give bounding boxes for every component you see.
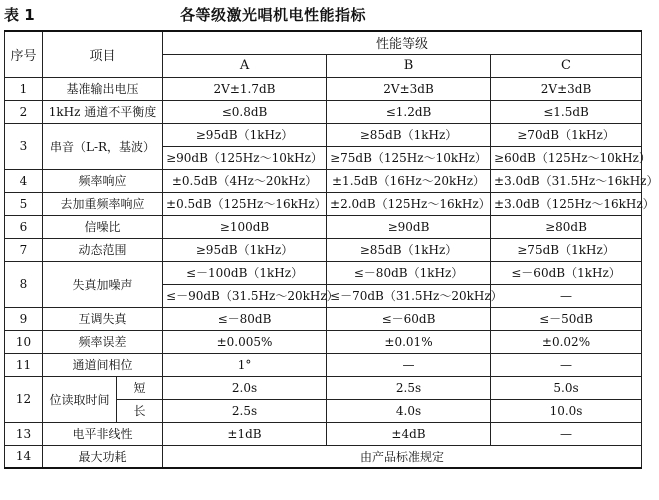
row-seq: 6 xyxy=(5,215,43,238)
table-row xyxy=(5,376,642,399)
cell-grade-a: ≥95dB（1kHz） xyxy=(163,238,327,261)
cell-grade-c: ≤－50dB xyxy=(491,307,642,330)
cell-grade-c: ≥75dB（1kHz） xyxy=(491,238,642,261)
cell-grade-c: — xyxy=(491,353,642,376)
cell-grade-b: ±2.0dB（125Hz～16kHz） xyxy=(327,192,491,215)
cell-grade-a: 2.0s xyxy=(163,376,327,399)
cell-grade-a: 2V±1.7dB xyxy=(163,77,327,100)
cell-grade-a: ±1dB xyxy=(163,422,327,445)
table-row xyxy=(5,238,642,261)
header-row-1 xyxy=(5,31,642,54)
cell-grade-all: 由产品标准规定 xyxy=(163,445,642,468)
table-title: 各等级激光唱机电性能指标 xyxy=(180,6,367,24)
cell-grade-b: 4.0s xyxy=(327,399,491,422)
row-seq: 12 xyxy=(5,376,43,422)
cell-grade-b: 2.5s xyxy=(327,376,491,399)
cell-grade-c: ≥80dB xyxy=(491,215,642,238)
cell-grade-c: 5.0s xyxy=(491,376,642,399)
cell-grade-a: ≥95dB（1kHz） xyxy=(163,123,327,146)
row-item: 电平非线性 xyxy=(43,422,163,445)
cell-grade-a: ≤0.8dB xyxy=(163,100,327,123)
row-seq: 4 xyxy=(5,169,43,192)
row-item: 互调失真 xyxy=(43,307,163,330)
cell-grade-b: ±4dB xyxy=(327,422,491,445)
cell-grade-a: ≤－90dB（31.5Hz～20kHz） xyxy=(163,284,327,307)
table-row xyxy=(5,192,642,215)
table-row xyxy=(5,123,642,146)
row-seq: 14 xyxy=(5,445,43,468)
row-item: 失真加噪声 xyxy=(43,261,163,307)
cell-grade-c: 10.0s xyxy=(491,399,642,422)
header-grade-b: B xyxy=(327,54,491,77)
table-row xyxy=(5,261,642,284)
cell-grade-b: ≥90dB xyxy=(327,215,491,238)
row-seq: 3 xyxy=(5,123,43,169)
row-item: 去加重频率响应 xyxy=(43,192,163,215)
row-seq: 7 xyxy=(5,238,43,261)
spec-table xyxy=(4,30,659,469)
cell-grade-c: 2V±3dB xyxy=(491,77,642,100)
table-row xyxy=(5,215,642,238)
cell-grade-c: — xyxy=(491,422,642,445)
row-seq: 13 xyxy=(5,422,43,445)
table-row xyxy=(5,100,642,123)
cell-grade-b: ≤1.2dB xyxy=(327,100,491,123)
cell-grade-b: ≥85dB（1kHz） xyxy=(327,123,491,146)
cell-grade-c: ≤－60dB（1kHz） xyxy=(491,261,642,284)
cell-grade-a: ≤－80dB xyxy=(163,307,327,330)
row-subitem-long: 长 xyxy=(117,399,163,422)
cell-grade-c: — xyxy=(491,284,642,307)
table-row xyxy=(5,422,642,445)
row-seq: 5 xyxy=(5,192,43,215)
cell-grade-b: ≤－70dB（31.5Hz～20kHz） xyxy=(327,284,491,307)
row-item: 信噪比 xyxy=(43,215,163,238)
cell-grade-b: — xyxy=(327,353,491,376)
cell-grade-b: ≥75dB（125Hz～10kHz） xyxy=(327,146,491,169)
row-item: 最大功耗 xyxy=(43,445,163,468)
header-grade-a: A xyxy=(163,54,327,77)
row-item: 串音（L-R，基波） xyxy=(43,123,163,169)
table-row xyxy=(5,307,642,330)
row-seq: 2 xyxy=(5,100,43,123)
table-row xyxy=(5,77,642,100)
cell-grade-a: ≤－100dB（1kHz） xyxy=(163,261,327,284)
cell-grade-a: ≥90dB（125Hz～10kHz） xyxy=(163,146,327,169)
row-seq: 9 xyxy=(5,307,43,330)
cell-grade-a: ±0.5dB（4Hz～20kHz） xyxy=(163,169,327,192)
cell-grade-a: ±0.5dB（125Hz～16kHz） xyxy=(163,192,327,215)
cell-grade-b: ±0.01% xyxy=(327,330,491,353)
cell-grade-b: ≤－80dB（1kHz） xyxy=(327,261,491,284)
cell-grade-b: ±1.5dB（16Hz～20kHz） xyxy=(327,169,491,192)
cell-grade-c: ±3.0dB（125Hz～16kHz） xyxy=(491,192,642,215)
row-item: 基准输出电压 xyxy=(43,77,163,100)
cell-grade-b: 2V±3dB xyxy=(327,77,491,100)
header-grade-c: C xyxy=(491,54,642,77)
cell-grade-c: ±3.0dB（31.5Hz～16kHz） xyxy=(491,169,642,192)
cell-grade-a: 1° xyxy=(163,353,327,376)
table-label: 表 1 xyxy=(4,6,35,24)
row-seq: 10 xyxy=(5,330,43,353)
row-item: 通道间相位 xyxy=(43,353,163,376)
cell-grade-b: ≤－60dB xyxy=(327,307,491,330)
row-subitem-short: 短 xyxy=(117,376,163,399)
row-seq: 11 xyxy=(5,353,43,376)
table-row xyxy=(5,353,642,376)
row-seq: 8 xyxy=(5,261,43,307)
cell-grade-b: ≥85dB（1kHz） xyxy=(327,238,491,261)
cell-grade-a: 2.5s xyxy=(163,399,327,422)
cell-grade-c: ≥70dB（1kHz） xyxy=(491,123,642,146)
cell-grade-c: ±0.02% xyxy=(491,330,642,353)
table-row xyxy=(5,445,642,468)
cell-grade-a: ≥100dB xyxy=(163,215,327,238)
row-item: 1kHz 通道不平衡度 xyxy=(43,100,163,123)
table-row xyxy=(5,169,642,192)
row-seq: 1 xyxy=(5,77,43,100)
cell-grade-a: ±0.005% xyxy=(163,330,327,353)
cell-grade-c: ≤1.5dB xyxy=(491,100,642,123)
header-grade-group: 性能等级 xyxy=(163,31,642,54)
row-item: 频率响应 xyxy=(43,169,163,192)
header-seq: 序号 xyxy=(5,31,43,77)
header-item: 项目 xyxy=(43,31,163,77)
row-item: 频率误差 xyxy=(43,330,163,353)
table-row xyxy=(5,330,642,353)
cell-grade-c: ≥60dB（125Hz～10kHz） xyxy=(491,146,642,169)
row-item: 位读取时间 xyxy=(43,376,117,422)
row-item: 动态范围 xyxy=(43,238,163,261)
